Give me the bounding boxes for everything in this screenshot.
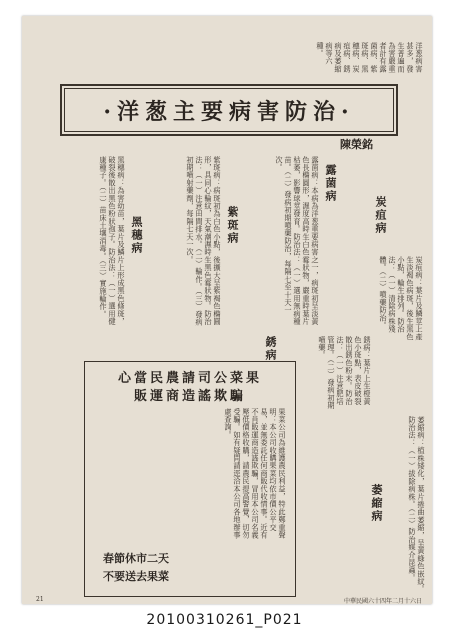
archive-id-caption: 20100310261_P021 [146, 612, 303, 628]
text-column: 露菌病：本病為洋葱重要病害之一，病斑初呈淡黃色長橢圓形，濕度高時生白色霉狀物，嚴重時葉片枯萎，影響球莖發育。防治法：（一）選用無病種苗。（二）發病初期噴藥防治，每隔七至十天一次。 [275, 156, 320, 326]
advertisement-box [84, 361, 296, 597]
section-heading: 黑穗病 [130, 216, 143, 255]
text-column: 紫斑病：病斑初為白色小點，後擴大呈紫褐色橢圓形，具同心輪紋，天氣潮濕時生黑色霉狀物。防治法：（一）注意田間排水。（二）輪作。（三）發病初期噴射藥劑，每隔七天一次。 [186, 156, 222, 326]
text-column: 炭疽病：葉片及鱗莖上產生淡褐色病斑，後生黑色小點，輪生排列。防治法：（一）清除病株殘體。（二）噴藥防治。 [379, 256, 424, 341]
text-column: 黑穗病：為害幼苗，葉片及鱗片上形成黑色條斑，破裂後散出黑色粉狀孢子。防治法：（一）選用健康種子。（二）苗床土壤消毒。（三）實施輪作。 [99, 156, 126, 326]
ad-body-text: 果菜公司為維護農民利益，特此鄭重聲明：本公司收購果菜均依市價公平交易，並無委託任何商販代收情事。近有不肖販運商造謠欺騙，冒用本公司名義壓低價格收購，請農民提高警覺，切勿受騙。如有疑問請逕洽本公司各地辦事處查詢。 [224, 408, 287, 539]
author-name: 陳榮銘 [340, 138, 373, 151]
ad-slogan: 不要送去果菜 [103, 570, 169, 583]
text-column: 洋葱病害甚多，發生普遍而為害嚴重者計有露菌病、紫斑病、黑穗病、炭疽病、銹病及萎縮病等六種。 [316, 42, 424, 73]
issue-date: 中華民國六十四年二月十六日 [343, 598, 422, 605]
ad-slogan: 春節休市二天 [103, 552, 169, 565]
article-title: ·洋葱主要病害防治· [103, 99, 355, 125]
ad-headline: 心當民農請司公菜果 [117, 371, 262, 386]
section-heading: 紫斑病 [226, 206, 239, 245]
section-heading: 炭疽病 [374, 196, 387, 235]
article-title-box [60, 84, 398, 136]
text-column: 萎縮病：植株矮化，葉片捲曲萎縮，呈黃綠色嵌紋。防治法：（一）拔除病株。（二）防治媒介昆蟲。 [408, 416, 426, 594]
magazine-page [22, 16, 432, 604]
section-heading: 銹病 [264, 336, 277, 362]
text-column: 銹病：葉片上生橙黃色小斑點，表皮破裂散出銹色粉末。防治法：（一）注意肥培管理。（二）發病初期噴藥。 [318, 336, 372, 410]
page-number: 21 [36, 596, 44, 603]
section-heading: 露菌病 [324, 164, 337, 203]
ad-subheadline: 販運商造謠欺騙 [133, 389, 246, 404]
section-heading: 萎縮病 [370, 484, 383, 523]
